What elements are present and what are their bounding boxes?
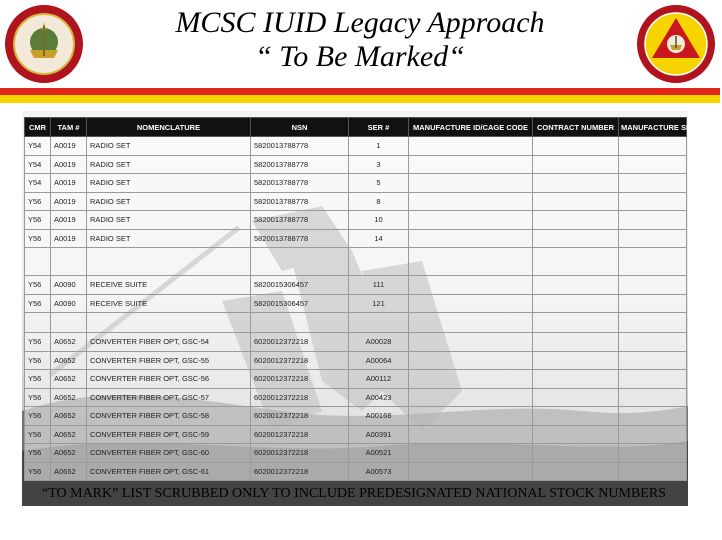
table-cell: A00112 [349,370,409,389]
table-cell [409,370,533,389]
table-cell [619,370,687,389]
table-row [25,174,687,193]
table-cell: 1 [349,137,409,156]
table-cell [409,211,533,230]
table-cell: 5 [349,174,409,193]
table-cell: CONVERTER FIBER OPT, GSC-59 [87,425,251,444]
table-cell: RADIO SET [87,211,251,230]
red-stripe [0,88,720,95]
table-cell [619,294,687,313]
table-cell: 5820015306457 [251,294,349,313]
table-cell: 6020012372218 [251,444,349,463]
table-cell [251,248,349,276]
table-cell [409,313,533,333]
table-cell [619,229,687,248]
table-cell: Y56 [25,444,51,463]
column-header-nsn: NSN [251,118,349,137]
column-header-manufacture-ser: MANUFACTURE SER # [619,118,687,137]
table-cell: Y56 [25,229,51,248]
table-cell [619,211,687,230]
table-cell: 14 [349,229,409,248]
table-cell: RADIO SET [87,155,251,174]
table-row [25,333,687,352]
table-cell [619,351,687,370]
table-cell: A0019 [51,174,87,193]
table-cell: 6020012372218 [251,462,349,481]
table-cell: A0019 [51,229,87,248]
table-row [25,155,687,174]
table-cell [533,462,619,481]
table-cell: Y56 [25,351,51,370]
mcsc-seal-icon [636,4,716,84]
table-cell [409,294,533,313]
table-cell [409,462,533,481]
table-cell [533,444,619,463]
table-cell: RADIO SET [87,137,251,156]
table-cell [619,155,687,174]
table-cell: A0652 [51,425,87,444]
table-cell: A00064 [349,351,409,370]
table-cell [87,313,251,333]
table-cell [409,333,533,352]
table-cell: CONVERTER FIBER OPT, GSC-56 [87,370,251,389]
table-row [25,137,687,156]
table-cell [533,313,619,333]
table-cell: CONVERTER FIBER OPT, GSC-58 [87,407,251,426]
table-cell [533,276,619,295]
table-cell: Y54 [25,137,51,156]
table-cell: Y56 [25,333,51,352]
table-cell [87,248,251,276]
table-spacer-row [25,313,687,333]
table-cell: Y56 [25,425,51,444]
table-row [25,407,687,426]
table-cell [533,174,619,193]
table-row [25,388,687,407]
yellow-stripe [0,95,720,103]
table-cell: 6020012372218 [251,425,349,444]
table-cell: 121 [349,294,409,313]
table-cell [533,425,619,444]
table-cell: A00391 [349,425,409,444]
table-cell: A00168 [349,407,409,426]
table-cell: A0652 [51,444,87,463]
table-row [25,351,687,370]
table-cell: RADIO SET [87,192,251,211]
table-cell: 5820013788778 [251,192,349,211]
column-header-contract-number: CONTRACT NUMBER [533,118,619,137]
table-cell [619,192,687,211]
table-cell [619,444,687,463]
title-line-2: “ To Be Marked“ [255,40,465,73]
table-cell [409,174,533,193]
table-cell [409,192,533,211]
table-cell: 5820013788778 [251,174,349,193]
table-cell: 6020012372218 [251,407,349,426]
table-cell [409,388,533,407]
column-header-nomenclature: NOMENCLATURE [87,118,251,137]
table-row [25,192,687,211]
column-header-manufacture-id-cage-code: MANUFACTURE ID/CAGE CODE [409,118,533,137]
table-cell [409,248,533,276]
table-cell: Y56 [25,211,51,230]
table-cell: A0090 [51,276,87,295]
stripe-gap [0,103,720,109]
table-row [25,462,687,481]
table-cell: Y56 [25,294,51,313]
table-cell: A0019 [51,155,87,174]
column-header-ser: SER # [349,118,409,137]
table-cell [533,248,619,276]
table-cell: 5820013788778 [251,137,349,156]
table-cell [533,155,619,174]
table-cell: RADIO SET [87,229,251,248]
page-title [150,6,570,74]
column-header-cmr: CMR [25,118,51,137]
to-be-marked-table [24,117,703,481]
table-row [25,425,687,444]
table-cell [619,462,687,481]
table-cell: Y56 [25,192,51,211]
table-cell [533,407,619,426]
table-cell: A0652 [51,462,87,481]
table-cell: A00423 [349,388,409,407]
table-cell [409,155,533,174]
table-row [25,370,687,389]
table-cell: RECEIVE SUITE [87,294,251,313]
table-cell: A0652 [51,388,87,407]
table-cell: 8 [349,192,409,211]
table-cell: 6020012372218 [251,388,349,407]
title-line-1: MCSC IUID Legacy Approach [175,6,545,39]
table-cell [409,444,533,463]
table-cell: RADIO SET [87,174,251,193]
table-cell: 5820013788778 [251,211,349,230]
usmc-emblem-seal-icon [4,4,84,84]
table-cell [409,276,533,295]
table-cell [619,333,687,352]
table-cell [409,137,533,156]
table-cell [25,248,51,276]
table-cell [533,294,619,313]
table-cell [533,333,619,352]
table-cell [409,229,533,248]
table-cell [619,388,687,407]
table-cell [619,174,687,193]
table-cell [619,313,687,333]
table-cell: A00573 [349,462,409,481]
table-row [25,211,687,230]
table-spacer-row [25,248,687,276]
table-cell [25,313,51,333]
table-cell: A0652 [51,351,87,370]
table-cell: 6020012372218 [251,333,349,352]
table-cell: A0652 [51,407,87,426]
table-cell [619,425,687,444]
table-cell [409,425,533,444]
table-cell: A00028 [349,333,409,352]
table-cell: Y56 [25,462,51,481]
table-cell: 5820013788778 [251,229,349,248]
table-cell [533,192,619,211]
table-cell [619,137,687,156]
table-cell: CONVERTER FIBER OPT, GSC-61 [87,462,251,481]
table-cell: Y56 [25,388,51,407]
table-cell: 5820013788778 [251,155,349,174]
table-row [25,229,687,248]
table-row [25,294,687,313]
table-cell [533,351,619,370]
table-cell: Y56 [25,276,51,295]
table-cell [349,313,409,333]
table-cell: 6020012372218 [251,351,349,370]
table-cell: RECEIVE SUITE [87,276,251,295]
table-cell: Y56 [25,370,51,389]
table-cell: A0652 [51,333,87,352]
table-header-row [25,118,687,137]
table-cell: 3 [349,155,409,174]
table-cell [533,370,619,389]
table-cell [409,351,533,370]
table-cell [533,137,619,156]
table-cell: A0019 [51,192,87,211]
table-cell [619,407,687,426]
table-cell [619,276,687,295]
table-cell: A0019 [51,211,87,230]
table-cell [533,229,619,248]
table-cell: CONVERTER FIBER OPT, GSC-60 [87,444,251,463]
table-cell [349,248,409,276]
table-cell: CONVERTER FIBER OPT, GSC-57 [87,388,251,407]
footer-caption: “TO MARK” LIST SCRUBBED ONLY TO INCLUDE PREDESIGNATED NATIONAL STOCK NUMBERS [42,486,666,501]
table-cell: Y54 [25,155,51,174]
table-cell [533,388,619,407]
table-cell: Y54 [25,174,51,193]
table-cell [409,407,533,426]
table-cell: A0652 [51,370,87,389]
table-cell: CONVERTER FIBER OPT, GSC-55 [87,351,251,370]
table-cell: 5820015306457 [251,276,349,295]
table-cell [533,211,619,230]
table-cell: 6020012372218 [251,370,349,389]
table-cell: A0090 [51,294,87,313]
table-cell: 10 [349,211,409,230]
table-cell: CONVERTER FIBER OPT, GSC-54 [87,333,251,352]
column-header-tam: TAM # [51,118,87,137]
table-cell: A00521 [349,444,409,463]
table-cell: A0019 [51,137,87,156]
table-row [25,444,687,463]
table-cell [51,248,87,276]
table-cell [619,248,687,276]
table-row [25,276,687,295]
table-cell [251,313,349,333]
table-cell: 111 [349,276,409,295]
table-cell: Y56 [25,407,51,426]
table-cell [51,313,87,333]
